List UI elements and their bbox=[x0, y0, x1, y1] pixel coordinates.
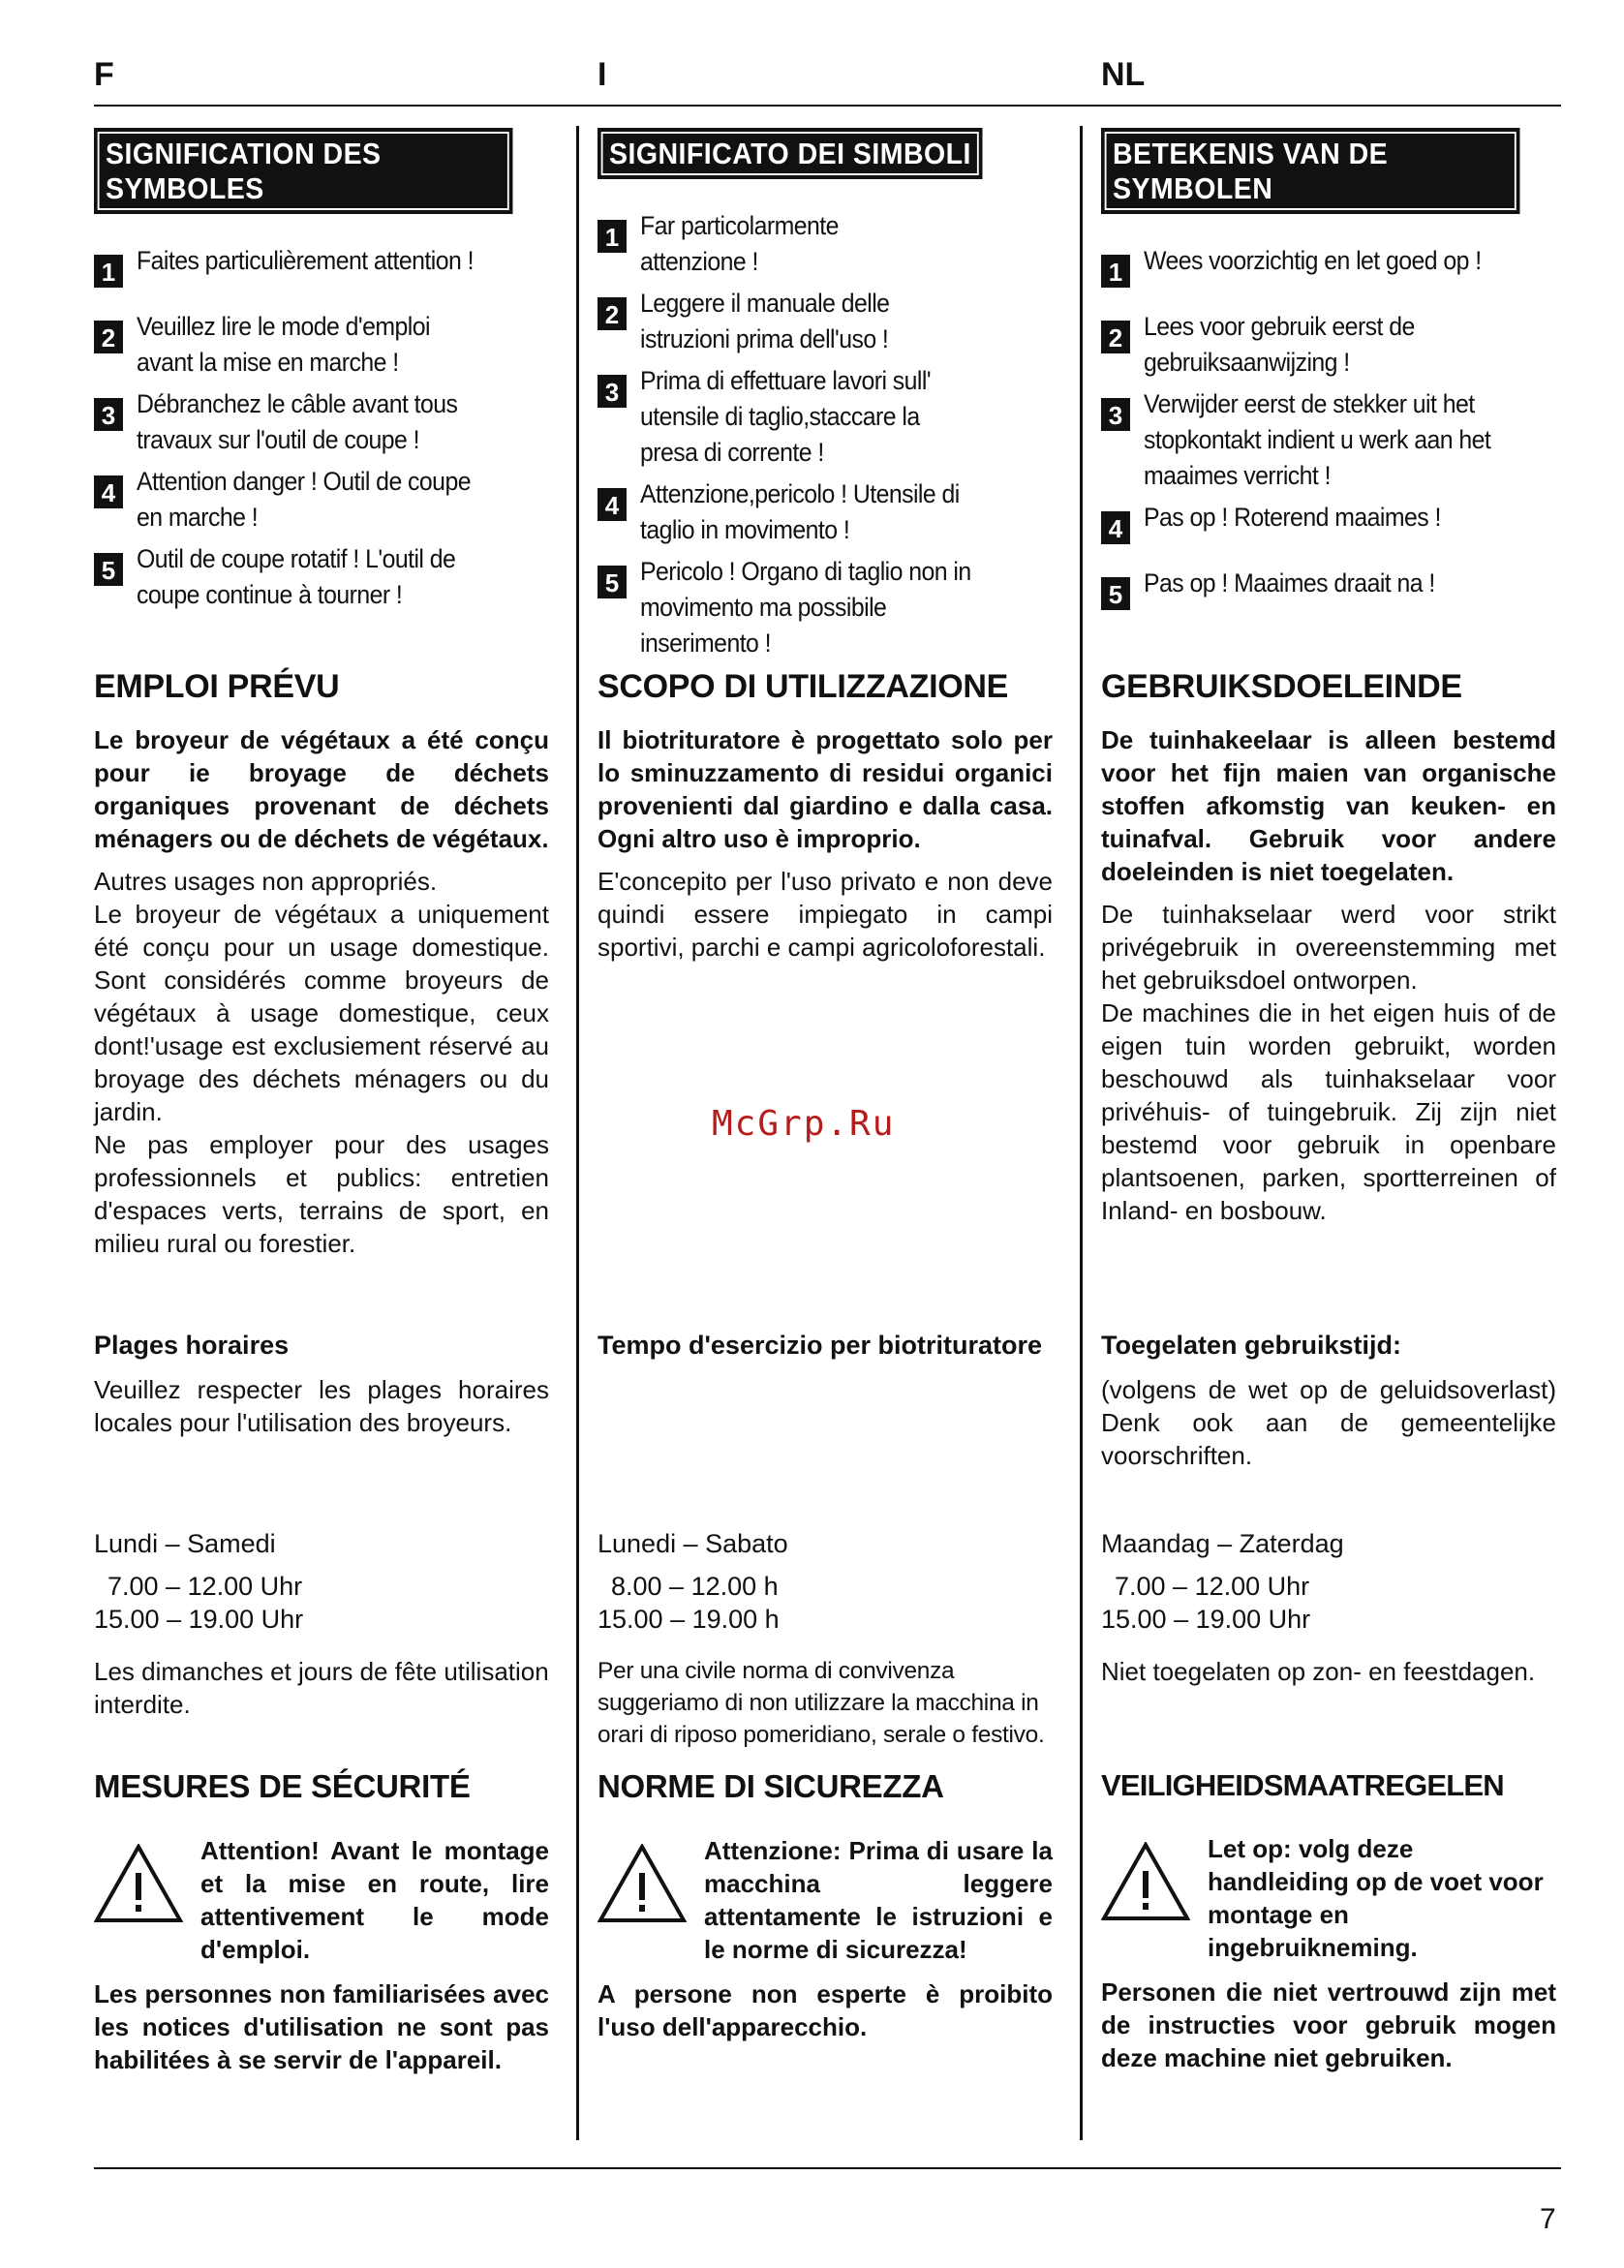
symbol-number: 4 bbox=[598, 488, 627, 521]
it-safety-warning bbox=[598, 1834, 1053, 1966]
lang-label-nl: NL bbox=[1101, 56, 1146, 93]
fr-symbol-item bbox=[94, 243, 549, 288]
watermark: McGrp.Ru bbox=[712, 1104, 896, 1144]
nl-schedule bbox=[1101, 1527, 1556, 1688]
symbol-text: Lees voor gebruik eerst de gebruiksaanwijzing ! bbox=[1144, 312, 1415, 377]
fr-hours-section bbox=[94, 1329, 549, 1439]
page-number: 7 bbox=[1540, 2203, 1556, 2235]
fr-safety-title: MESURES DE SÉCURITÉ bbox=[94, 1768, 471, 1804]
nl-use-lead: De tuinhakeelaar is alleen bestemd voor het fijn maien van organische stoffen afkomstig van keuken- en tuinafval. Gebruik voor andere doeleinden is niet toegelaten. bbox=[1101, 725, 1556, 886]
nl-days: Maandag – Zaterdag bbox=[1101, 1529, 1344, 1558]
nl-symbols-section bbox=[1101, 128, 1556, 616]
symbol-text: Pas op ! Roterend maaimes ! bbox=[1144, 503, 1441, 532]
it-safety-title: NORME DI SICUREZZA bbox=[598, 1768, 944, 1804]
symbol-text: Attention danger ! Outil de coupe en marche ! bbox=[137, 467, 471, 532]
nl-use-title: GEBRUIKSDOELEINDE bbox=[1101, 668, 1462, 705]
it-hours-note: Per una civile norma di convivenza suggeriamo di non utilizzare la macchina in orari di riposo pomeridiano, serale o festivo. bbox=[598, 1658, 1045, 1748]
nl-symbol-item bbox=[1101, 566, 1556, 610]
lang-label-i: I bbox=[598, 56, 607, 93]
fr-hours-note: Les dimanches et jours de fête utilisation interdite. bbox=[94, 1657, 549, 1719]
it-hours-title: Tempo d'esercizio per biotrituratore bbox=[598, 1331, 1042, 1360]
symbol-number: 2 bbox=[598, 297, 627, 330]
warning-triangle-icon bbox=[1101, 1842, 1190, 1921]
symbol-number: 3 bbox=[598, 375, 627, 408]
fr-symbol-item bbox=[94, 541, 549, 613]
symbol-number: 5 bbox=[94, 553, 123, 586]
fr-symbol-item bbox=[94, 386, 549, 458]
fr-hours-title: Plages horaires bbox=[94, 1331, 290, 1360]
fr-hours-text: Veuillez respecter les plages horaires locales pour l'utilisation des broyeurs. bbox=[94, 1375, 549, 1437]
fr-use-section bbox=[94, 668, 549, 1260]
nl-safety-warning bbox=[1101, 1832, 1556, 1964]
nl-use-body: De tuinhakselaar werd voor strikt privégebruik in overeenstemming met het gebruiksdoel ontworpen. De machines die in het eigen huis of de eigen tuin worden gebruikt, worden beschouwd als tuinhakselaar voor privéhuis- of tuingebruik. Zij zijn niet bestemd voor gebruik in openbare plantsoenen, parken, sportterreinen of Inland- en bosbouw. bbox=[1101, 900, 1556, 1225]
fr-time-morning: 7.00 – 12.00 Uhr bbox=[107, 1572, 303, 1601]
lang-label-f: F bbox=[94, 56, 114, 93]
fr-symbols-banner: SIGNIFICATION DES SYMBOLES bbox=[94, 128, 512, 214]
symbol-text: Pericolo ! Organo di taglio non in movimento ma possibile inserimento ! bbox=[640, 557, 971, 658]
it-symbols-section bbox=[598, 128, 1053, 667]
nl-safety-title: VEILIGHEIDSMAATREGELEN bbox=[1101, 1768, 1504, 1802]
symbol-number: 5 bbox=[1101, 577, 1130, 610]
symbol-text: Pas op ! Maaimes draait na ! bbox=[1144, 568, 1435, 598]
nl-symbol-item bbox=[1101, 386, 1556, 494]
fr-symbol-item bbox=[94, 464, 549, 536]
fr-safety-section bbox=[94, 1768, 549, 2076]
symbol-text: Faites particulièrement attention ! bbox=[137, 246, 474, 275]
it-schedule bbox=[598, 1527, 1053, 1751]
symbol-text: Prima di effettuare lavori sull' utensile di taglio,staccare la presa di corrente ! bbox=[640, 366, 932, 467]
fr-safety-warning bbox=[94, 1834, 549, 1966]
it-safety-text: A persone non esperte è proibito l'uso dell'apparecchio. bbox=[598, 1979, 1053, 2041]
symbol-text: Outil de coupe rotatif ! L'outil de coupe continue à tourner ! bbox=[137, 544, 456, 609]
it-time-morning: 8.00 – 12.00 h bbox=[611, 1572, 779, 1601]
symbol-number: 1 bbox=[94, 255, 123, 288]
nl-time-afternoon: 15.00 – 19.00 Uhr bbox=[1101, 1605, 1311, 1634]
it-symbols-banner: SIGNIFICATO DEI SIMBOLI bbox=[598, 128, 983, 179]
it-use-lead: Il biotrituratore è progettato solo per lo sminuzzamento di residui organici provenienti dal giardino e dalla casa. Ogni altro uso è improprio. bbox=[598, 725, 1053, 853]
nl-safety-text: Personen die niet vertrouwd zijn met de instructies voor gebruik mogen deze machine niet gebruiken. bbox=[1101, 1977, 1556, 2072]
fr-safety-text: Les personnes non familiarisées avec les notices d'utilisation ne sont pas habilitées à se servir de l'appareil. bbox=[94, 1979, 549, 2074]
nl-symbol-item bbox=[1101, 243, 1556, 288]
symbol-number: 2 bbox=[1101, 321, 1130, 353]
nl-symbols-banner: BETEKENIS VAN DE SYMBOLEN bbox=[1101, 128, 1519, 214]
symbol-number: 4 bbox=[94, 475, 123, 508]
fr-symbols-section bbox=[94, 128, 549, 619]
it-hours-section bbox=[598, 1329, 1053, 1362]
symbol-number: 2 bbox=[94, 321, 123, 353]
it-symbol-item bbox=[598, 363, 1053, 471]
it-use-title: SCOPO DI UTILIZZAZIONE bbox=[598, 668, 1009, 705]
it-use-body: E'concepito per l'uso privato e non deve quindi essere impiegato in campi sportivi, parchi e campi agricoloforestali. bbox=[598, 867, 1053, 962]
symbol-text: Débranchez le câble avant tous travaux sur l'outil de coupe ! bbox=[137, 389, 458, 454]
it-symbol-item bbox=[598, 476, 1053, 548]
symbol-number: 4 bbox=[1101, 511, 1130, 544]
nl-use-section bbox=[1101, 668, 1556, 1227]
symbol-text: Leggere il manuale delle istruzioni prima dell'uso ! bbox=[640, 289, 890, 353]
symbol-number: 1 bbox=[598, 220, 627, 253]
fr-days: Lundi – Samedi bbox=[94, 1529, 276, 1558]
nl-hours-note: Niet toegelaten op zon- en feestdagen. bbox=[1101, 1657, 1536, 1686]
symbol-text: Far particolarmente attenzione ! bbox=[640, 211, 839, 276]
it-days: Lunedi – Sabato bbox=[598, 1529, 788, 1558]
column-divider-2 bbox=[1080, 126, 1083, 2140]
warning-triangle-icon bbox=[598, 1844, 687, 1923]
symbol-text: Verwijder eerst de stekker uit het stopkontakt indient u werk aan het maaimes verricht ! bbox=[1144, 389, 1491, 490]
it-symbol-item bbox=[598, 286, 1053, 357]
nl-time-morning: 7.00 – 12.00 Uhr bbox=[1115, 1572, 1310, 1601]
nl-hours-title: Toegelaten gebruikstijd: bbox=[1101, 1331, 1402, 1360]
warning-triangle-icon bbox=[94, 1844, 183, 1923]
symbol-text: Wees voorzichtig en let goed op ! bbox=[1144, 246, 1482, 275]
it-use-section bbox=[598, 668, 1053, 964]
nl-symbol-item bbox=[1101, 309, 1556, 381]
it-safety-warning-text: Attenzione: Prima di usare la macchina leggere attentamente le istruzioni e le norme di sicurezza! bbox=[704, 1836, 1053, 1964]
fr-use-lead: Le broyeur de végétaux a été conçu pour ie broyage de déchets organiques provenant de déchets ménagers ou de déchets de végétaux. bbox=[94, 725, 549, 853]
fr-use-body: Autres usages non appropriés. Le broyeur de végétaux a uniquement été conçu pour un usage domestique. Sont considérés comme broyeurs de végétaux à usage domestique, ceux dont!'usage est exclusiement réservé au broyage des déchets ménagers ou du jardin. Ne pas employer pour des usages professionnels et publics: entretien d'espaces verts, terrains de sport, en milieu rural ou forestier. bbox=[94, 867, 549, 1258]
fr-use-title: EMPLOI PRÉVU bbox=[94, 668, 340, 705]
fr-safety-warning-text: Attention! Avant le montage et la mise en route, lire attentivement le mode d'emploi. bbox=[200, 1836, 549, 1964]
footer-rule bbox=[94, 2167, 1561, 2169]
fr-schedule bbox=[94, 1527, 549, 1721]
it-symbol-item bbox=[598, 554, 1053, 661]
it-symbol-item bbox=[598, 208, 1053, 280]
fr-symbol-item bbox=[94, 309, 549, 381]
symbol-text: Veuillez lire le mode d'emploi avant la mise en marche ! bbox=[137, 312, 430, 377]
symbol-number: 3 bbox=[1101, 398, 1130, 431]
symbol-number: 5 bbox=[598, 566, 627, 598]
nl-symbol-item bbox=[1101, 500, 1556, 544]
column-divider-1 bbox=[576, 126, 579, 2140]
it-safety-section bbox=[598, 1768, 1053, 2043]
header-rule bbox=[94, 105, 1561, 107]
fr-time-afternoon: 15.00 – 19.00 Uhr bbox=[94, 1605, 304, 1634]
it-time-afternoon: 15.00 – 19.00 h bbox=[598, 1605, 780, 1634]
symbol-number: 1 bbox=[1101, 255, 1130, 288]
symbol-text: Attenzione,pericolo ! Utensile di taglio in movimento ! bbox=[640, 479, 960, 544]
nl-hours-section bbox=[1101, 1329, 1556, 1472]
symbol-number: 3 bbox=[94, 398, 123, 431]
nl-safety-warning-text: Let op: volg deze handleiding op de voet voor montage en ingebruikneming. bbox=[1208, 1834, 1544, 1962]
nl-hours-text: (volgens de wet op de geluidsoverlast) Denk ook aan de gemeentelijke voorschriften. bbox=[1101, 1375, 1556, 1470]
nl-safety-section bbox=[1101, 1768, 1556, 2074]
